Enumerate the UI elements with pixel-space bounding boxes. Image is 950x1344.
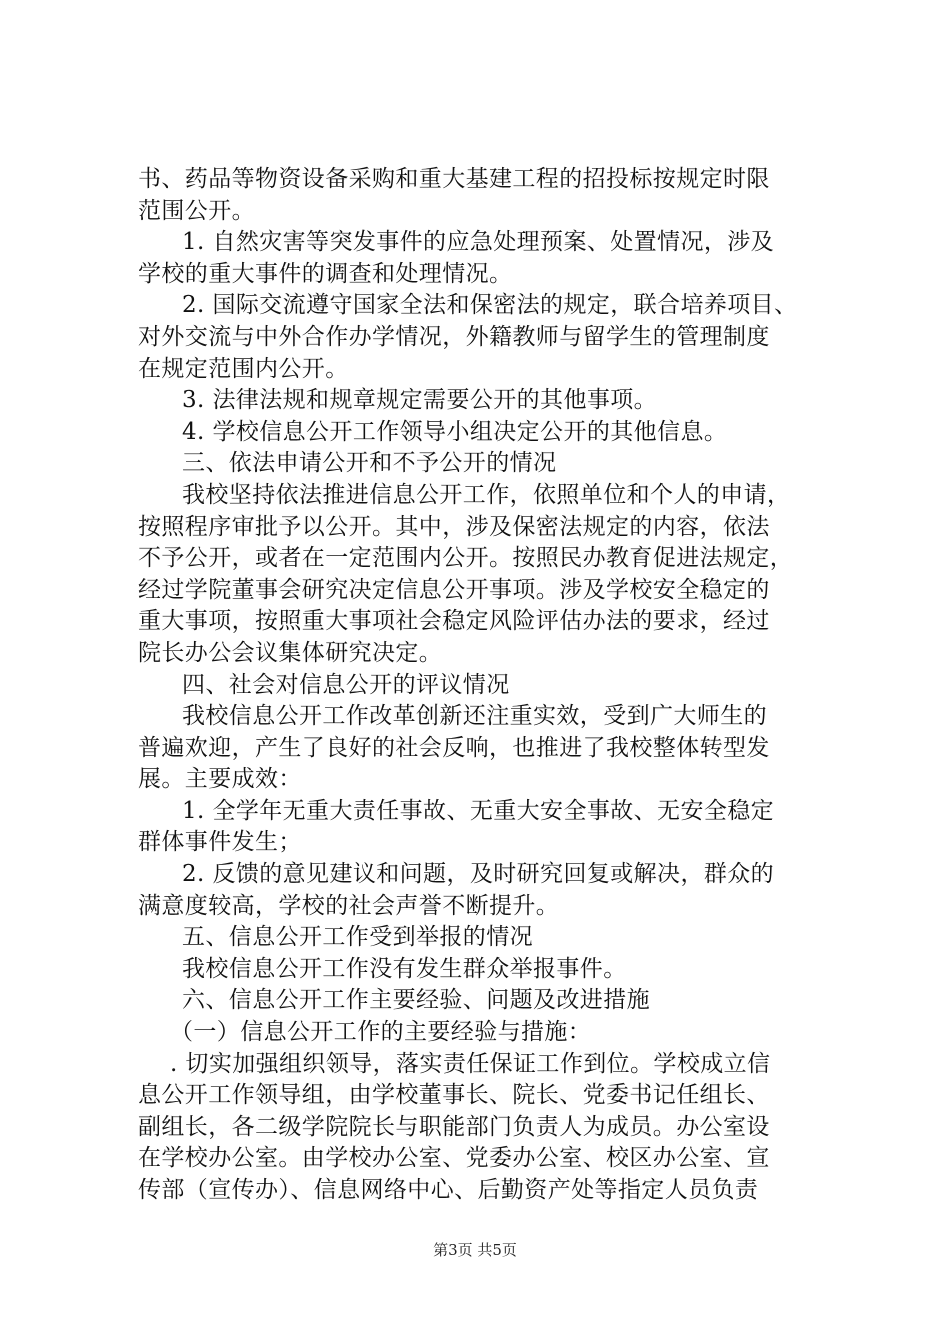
text-line: 副组长，各二级学院院长与职能部门负责人为成员。办公室设 xyxy=(138,1113,770,1140)
text-line: 院长办公会议集体研究决定。 xyxy=(138,639,443,666)
text-line: 不予公开，或者在一定范围内公开。按照民办教育促进法规定， xyxy=(138,545,794,572)
text-line: 重大事项，按照重大事项社会稳定风险评估办法的要求，经过 xyxy=(138,608,770,635)
text-line: 在规定范围内公开。 xyxy=(138,355,349,382)
text-line: 五、信息公开工作受到举报的情况 xyxy=(182,924,533,951)
text-line: 2. 国际交流遵守国家全法和保密法的规定，联合培养项目、 xyxy=(182,292,798,319)
text-line: 满意度较高，学校的社会声誉不断提升。 xyxy=(138,892,560,919)
text-line: 四、社会对信息公开的评议情况 xyxy=(182,671,510,698)
text-line: 对外交流与中外合作办学情况，外籍教师与留学生的管理制度 xyxy=(138,323,770,350)
document-body xyxy=(138,164,850,1207)
text-line: 普遍欢迎，产生了良好的社会反响，也推进了我校整体转型发 xyxy=(138,734,770,761)
text-line: 按照程序审批予以公开。其中，涉及保密法规定的内容，依法 xyxy=(138,513,770,540)
text-line: 4. 学校信息公开工作领导小组决定公开的其他信息。 xyxy=(182,418,728,445)
text-line: 1. 全学年无重大责任事故、无重大安全事故、无安全稳定 xyxy=(182,797,775,824)
page-footer: 第3页 共5页 xyxy=(433,1241,517,1259)
text-line: . 切实加强组织领导，落实责任保证工作到位。学校成立信 xyxy=(170,1050,771,1077)
text-line: 群体事件发生； xyxy=(138,829,302,856)
text-line: 经过学院董事会研究决定信息公开事项。涉及学校安全稳定的 xyxy=(138,576,770,603)
text-line: 展。主要成效： xyxy=(138,766,302,793)
text-line: 传部（宣传办）、信息网络中心、后勤资产处等指定人员负责 xyxy=(138,1177,759,1203)
text-line: （一）信息公开工作的主要经验与措施： xyxy=(170,1019,592,1046)
text-line: 息公开工作领导组，由学校董事长、院长、党委书记任组长、 xyxy=(138,1082,770,1109)
text-line: 我校信息公开工作没有发生群众举报事件。 xyxy=(182,955,627,982)
text-line: 三、依法申请公开和不予公开的情况 xyxy=(182,450,557,477)
text-line: 学校的重大事件的调查和处理情况。 xyxy=(138,260,513,287)
text-line: 我校信息公开工作改革创新还注重实效，受到广大师生的 xyxy=(182,703,767,730)
text-line: 范围公开。 xyxy=(138,197,255,224)
text-line: 在学校办公室。由学校办公室、党委办公室、校区办公室、宣 xyxy=(138,1145,770,1172)
text-line: 我校坚持依法推进信息公开工作，依照单位和个人的申请， xyxy=(182,481,791,508)
text-line: 六、信息公开工作主要经验、问题及改进措施 xyxy=(182,987,650,1014)
text-line: 书、药品等物资设备采购和重大基建工程的招投标按规定时限 xyxy=(138,166,770,192)
text-line: 3. 法律法规和规章规定需要公开的其他事项。 xyxy=(182,387,658,414)
text-line: 1. 自然灾害等突发事件的应急处理预案、处置情况，涉及 xyxy=(182,229,775,256)
text-line: 2. 反馈的意见建议和问题，及时研究回复或解决，群众的 xyxy=(182,861,775,888)
